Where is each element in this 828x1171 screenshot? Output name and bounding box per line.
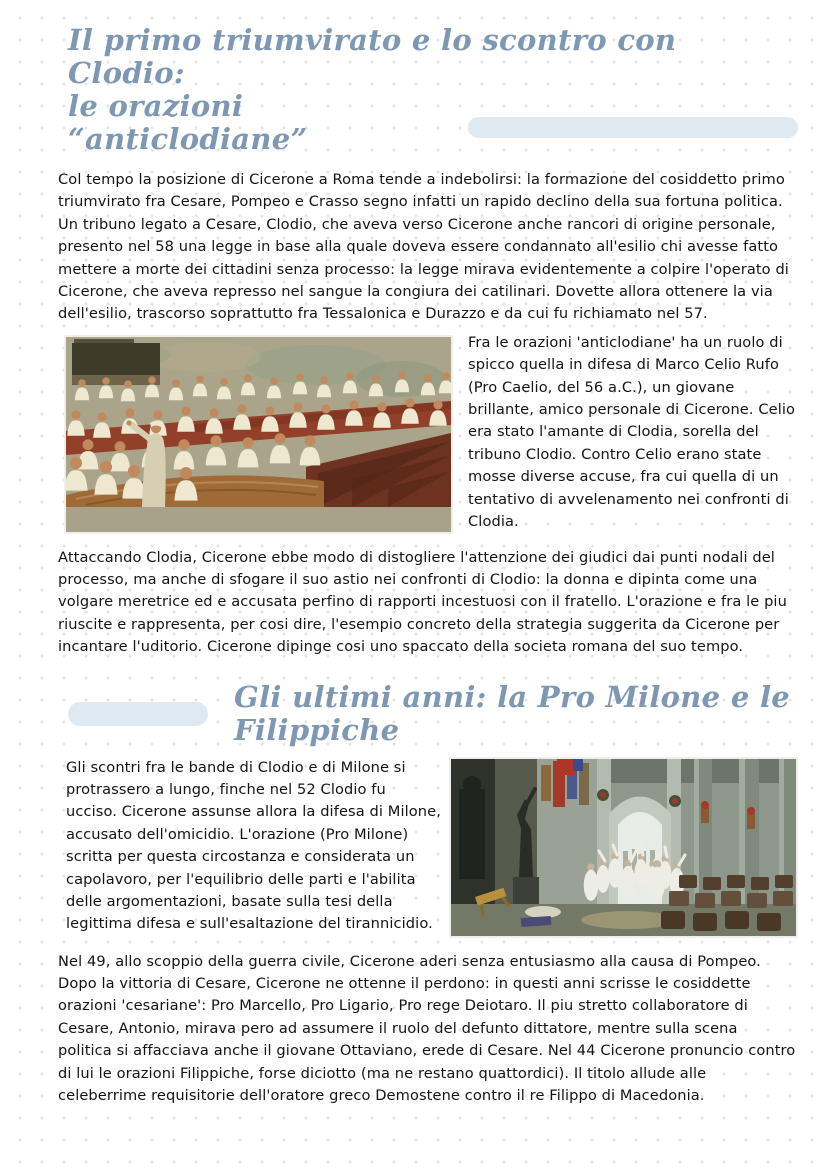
title-highlight-pill — [468, 117, 798, 138]
section1-heading — [68, 24, 798, 156]
cicero-senate-painting-art — [66, 337, 451, 507]
clodia-paragraph: Attaccando Clodia, Cicerone ebbe modo di distogliere l'attenzione dei giudici dai punti nodali del processo, ma anche di sfogare il suo astio nei confronti di Clodio: la donna e dipinta come una volgare meretrice ed e accusata perfino di rapporti incestuosi con il fratello. L'orazione e fra le piu riuscite e rappresenta, per cosi dire, l'esempio concreto della strategia suggerita da Cicerone per incantare l'uditorio. Cicerone dipinge cosi uno spaccato della societa romana del suo tempo. — [58, 548, 787, 656]
section2-title: Gli ultimi anni: la Pro Milone e le Filippiche — [234, 679, 791, 747]
section1-media-row — [64, 335, 798, 534]
section2-heading — [68, 681, 798, 747]
pro-milone-paragraph: Gli scontri fra le bande di Clodio e di Milone si protrassero a lungo, finche nel 52 Clodio fu ucciso. Cicerone assunse allora la difesa di Milone, accusato dell'omicidio. L'orazione (Pro Milone) scritta per questa circostanza e considerata un capolavoro, per l'equilibrio delle parti e l'abilita delle argomentazioni, basate sulla tesi della legittima difesa e sull'esaltazione del tirannicidio. — [66, 758, 441, 933]
intro-paragraph: Col tempo la posizione di Cicerone a Roma tende a indebolirsi: la formazione del cosiddetto primo triumvirato fra Cesare, Pompeo e Crasso segno infatti un rapido declino della sua fortuna politica. Un tribuno legato a Cesare, Clodio, che aveva verso Cicerone anche rancori di origine personale, presento nel 58 una legge in base alla quale doveva essere condannato all'esilio chi avesse fatto mettere a morte dei cittadini senza processo: la legge mirava evidentemente a colpire l'operato di Cicerone, che aveva represso nel sangue la congiura dei catilinari. Dovette allora ottenere la via dell'esilio, trascorso soprattutto fra Tessalonica e Durazzo e da cui fu richiamato nel 57. — [58, 171, 789, 323]
death-of-caesar-painting — [449, 757, 798, 938]
section1-title-line2: le orazioni “anticlodiane” — [68, 89, 308, 156]
section2-media-row — [66, 757, 798, 938]
death-of-caesar-painting-art — [451, 759, 796, 936]
filippiche-paragraph: Nel 49, allo scoppio della guerra civile, Cicerone aderi senza entusiasmo alla causa di Pompeo. Dopo la vittoria di Cesare, Cicerone ne ottenne il perdono: in questi anni scrisse le cosiddette orazioni 'cesariane': Pro Marcello, Pro Ligario, Pro rege Deiotaro. Il piu stretto collaboratore di Cesare, Antonio, mirava pero ad assumere il ruolo del defunto dittatore, mentre sulla scena politica si affacciava anche il giovane Ottaviano, erede di Cesare. Nel 44 Cicerone pronuncio contro di lui le orazioni Filippiche, forse diciotto (ma ne restano quattordici). Il titolo allude alle celeberrime requisitorie dell'oratore greco Demostene contro il re Filippo di Macedonia. — [58, 952, 796, 1104]
pro-caelio-paragraph: Fra le orazioni 'anticlodiane' ha un ruolo di spicco quella in difesa di Marco Celio Rufo (Pro Caelio, del 56 a.C.), un giovane brillante, amico personale di Cicerone. Celio era stato l'amante di Clodia, sorella del tribuno Clodio. Contro Celio erano state mosse diverse accuse, fra cui quella di un tentativo di avvelenamento nei confronti di Clodia. — [468, 333, 796, 531]
title-highlight-pill-2 — [68, 702, 208, 726]
section1-title-line1: Il primo triumvirato e lo scontro con Clodio: — [68, 23, 677, 90]
cicero-senate-painting — [64, 335, 453, 534]
